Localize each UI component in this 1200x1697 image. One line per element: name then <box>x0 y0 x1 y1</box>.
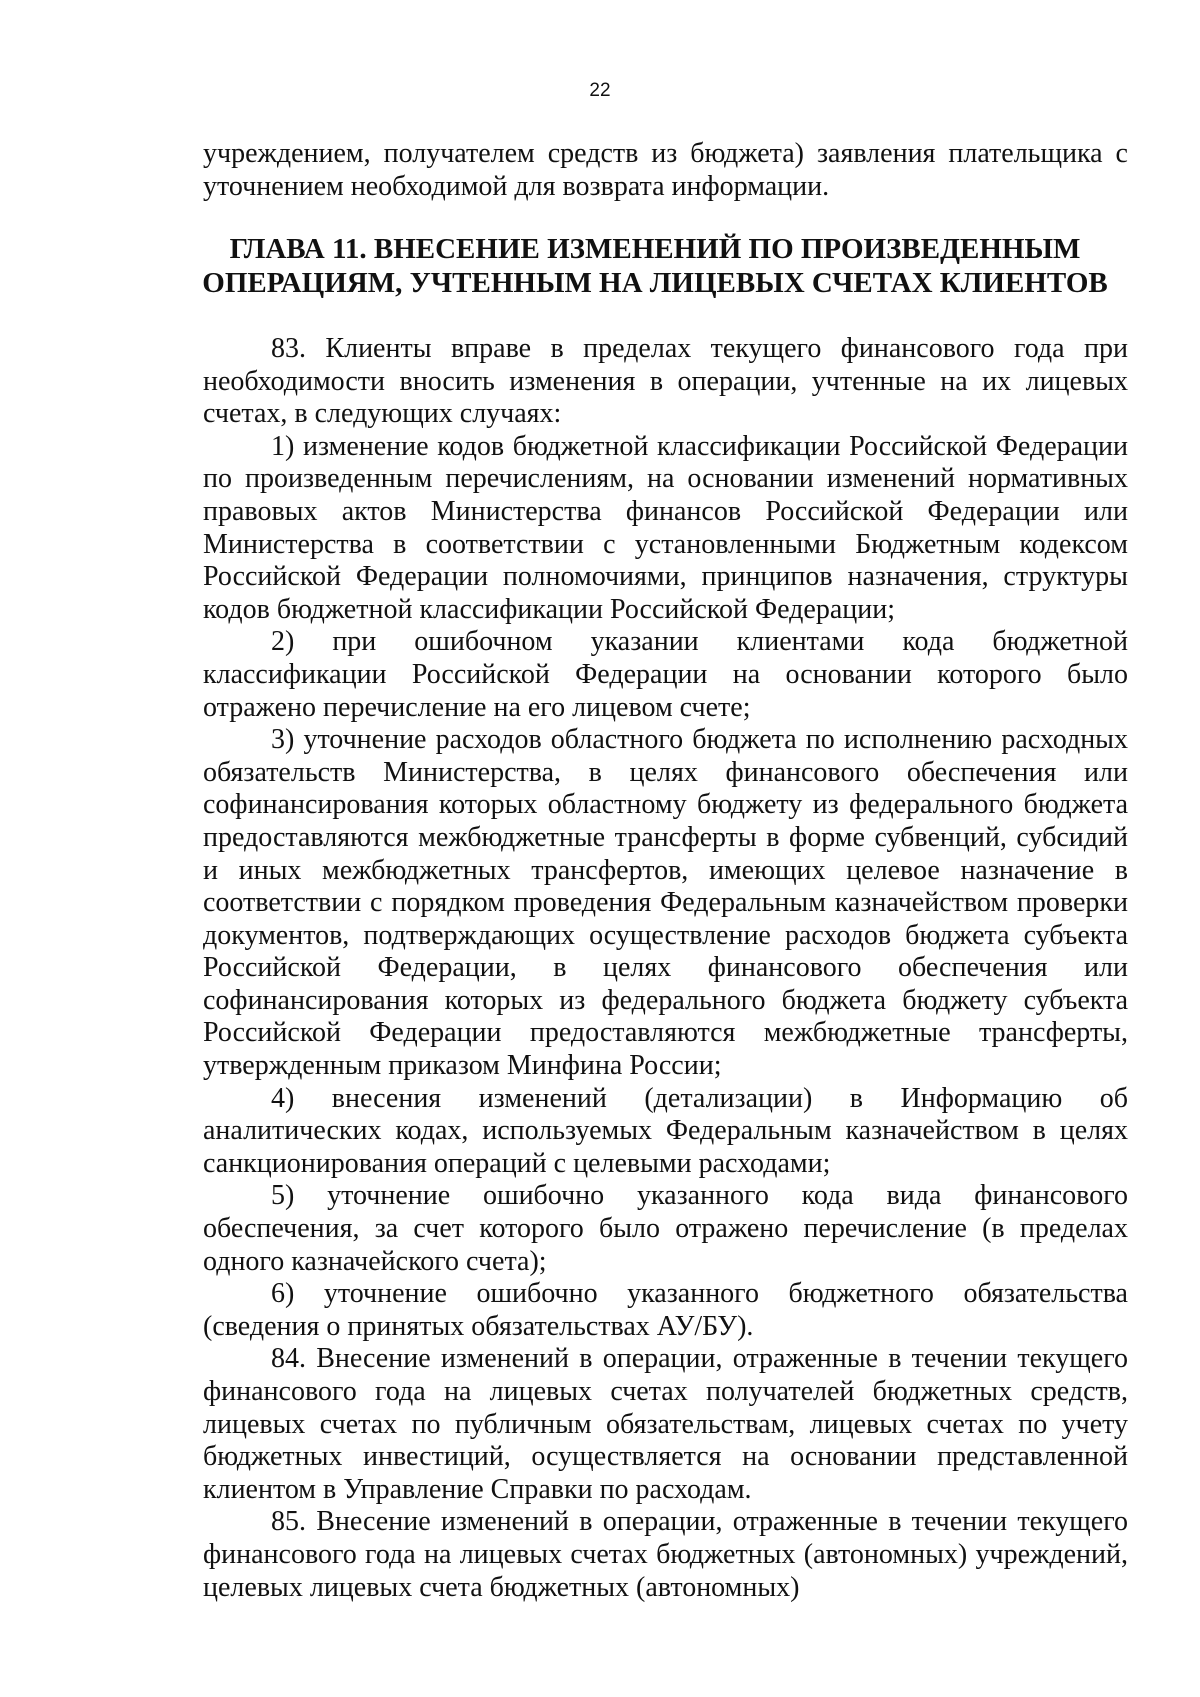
list-item-1: 1) изменение кодов бюджетной классификации Российской Федерации по произведенным перечислениям, на основании изменений нормативных правовых актов Министерства финансов Российской Федерации или Министерства в соответствии с установленными Бюджетным кодексом Российской Федерации полномочиями, принципов назначения, структуры кодов бюджетной классификации Российской Федерации; <box>203 430 1128 625</box>
list-item-6: 6) уточнение ошибочно указанного бюджетного обязательства (сведения о принятых обязательствах АУ/БУ). <box>203 1278 1128 1342</box>
paragraph-84: 84. Внесение изменений в операции, отраженные в течении текущего финансового года на лицевых счетах получателей бюджетных средств, лицевых счетах по публичным обязательствам, лицевых счетах по учету бюджетных инвестиций, осуществляется на основании представленной клиентом в Управление Справки по расходам. <box>203 1343 1128 1505</box>
list-item-3: 3) уточнение расходов областного бюджета по исполнению расходных обязательств Министерства, в целях финансового обеспечения или софинансирования которых областному бюджету из федерального бюджета предоставляются межбюджетные трансферты в форме субвенций, субсидий и иных межбюджетных трансфертов, имеющих целевое назначение в соответствии с порядком проведения Федеральным казначейством проверки документов, подтверждающих осуществление расходов бюджета субъекта Российской Федерации, в целях финансового обеспечения или софинансирования которых из федерального бюджета бюджету субъекта Российской Федерации предоставляются межбюджетные трансферты, утвержденным приказом Минфина России; <box>203 724 1128 1082</box>
list-item-4: 4) внесения изменений (детализации) в Информацию об аналитических кодах, используемых Федеральным казначейством в целях санкционирования операций с целевыми расходами; <box>203 1082 1128 1179</box>
chapter-heading <box>150 232 1160 300</box>
list-item-2: 2) при ошибочном указании клиентами кода бюджетной классификации Российской Федерации на основании которого было отражено перечисление на его лицевом счете; <box>203 626 1128 723</box>
continuation-paragraph: учреждением, получателем средств из бюджета) заявления плательщика с уточнением необходимой для возврата информации. <box>203 138 1128 202</box>
chapter-heading-line-1: ГЛАВА 11. ВНЕСЕНИЕ ИЗМЕНЕНИЙ ПО ПРОИЗВЕДЕННЫМ <box>229 233 1081 265</box>
chapter-body <box>203 333 1128 1604</box>
chapter-heading-line-2: ОПЕРАЦИЯМ, УЧТЕННЫМ НА ЛИЦЕВЫХ СЧЕТАХ КЛИЕНТОВ <box>202 267 1108 299</box>
page-number: 22 <box>589 80 611 101</box>
paragraph-83: 83. Клиенты вправе в пределах текущего финансового года при необходимости вносить изменения в операции, учтенные на их лицевых счетах, в следующих случаях: <box>203 333 1128 430</box>
continuation-text-block <box>203 138 1128 203</box>
paragraph-85: 85. Внесение изменений в операции, отраженные в течении текущего финансового года на лицевых счетах бюджетных (автономных) учреждений, целевых лицевых счета бюджетных (автономных) <box>203 1506 1128 1603</box>
list-item-5: 5) уточнение ошибочно указанного кода вида финансового обеспечения, за счет которого было отражено перечисление (в пределах одного казначейского счета); <box>203 1180 1128 1277</box>
